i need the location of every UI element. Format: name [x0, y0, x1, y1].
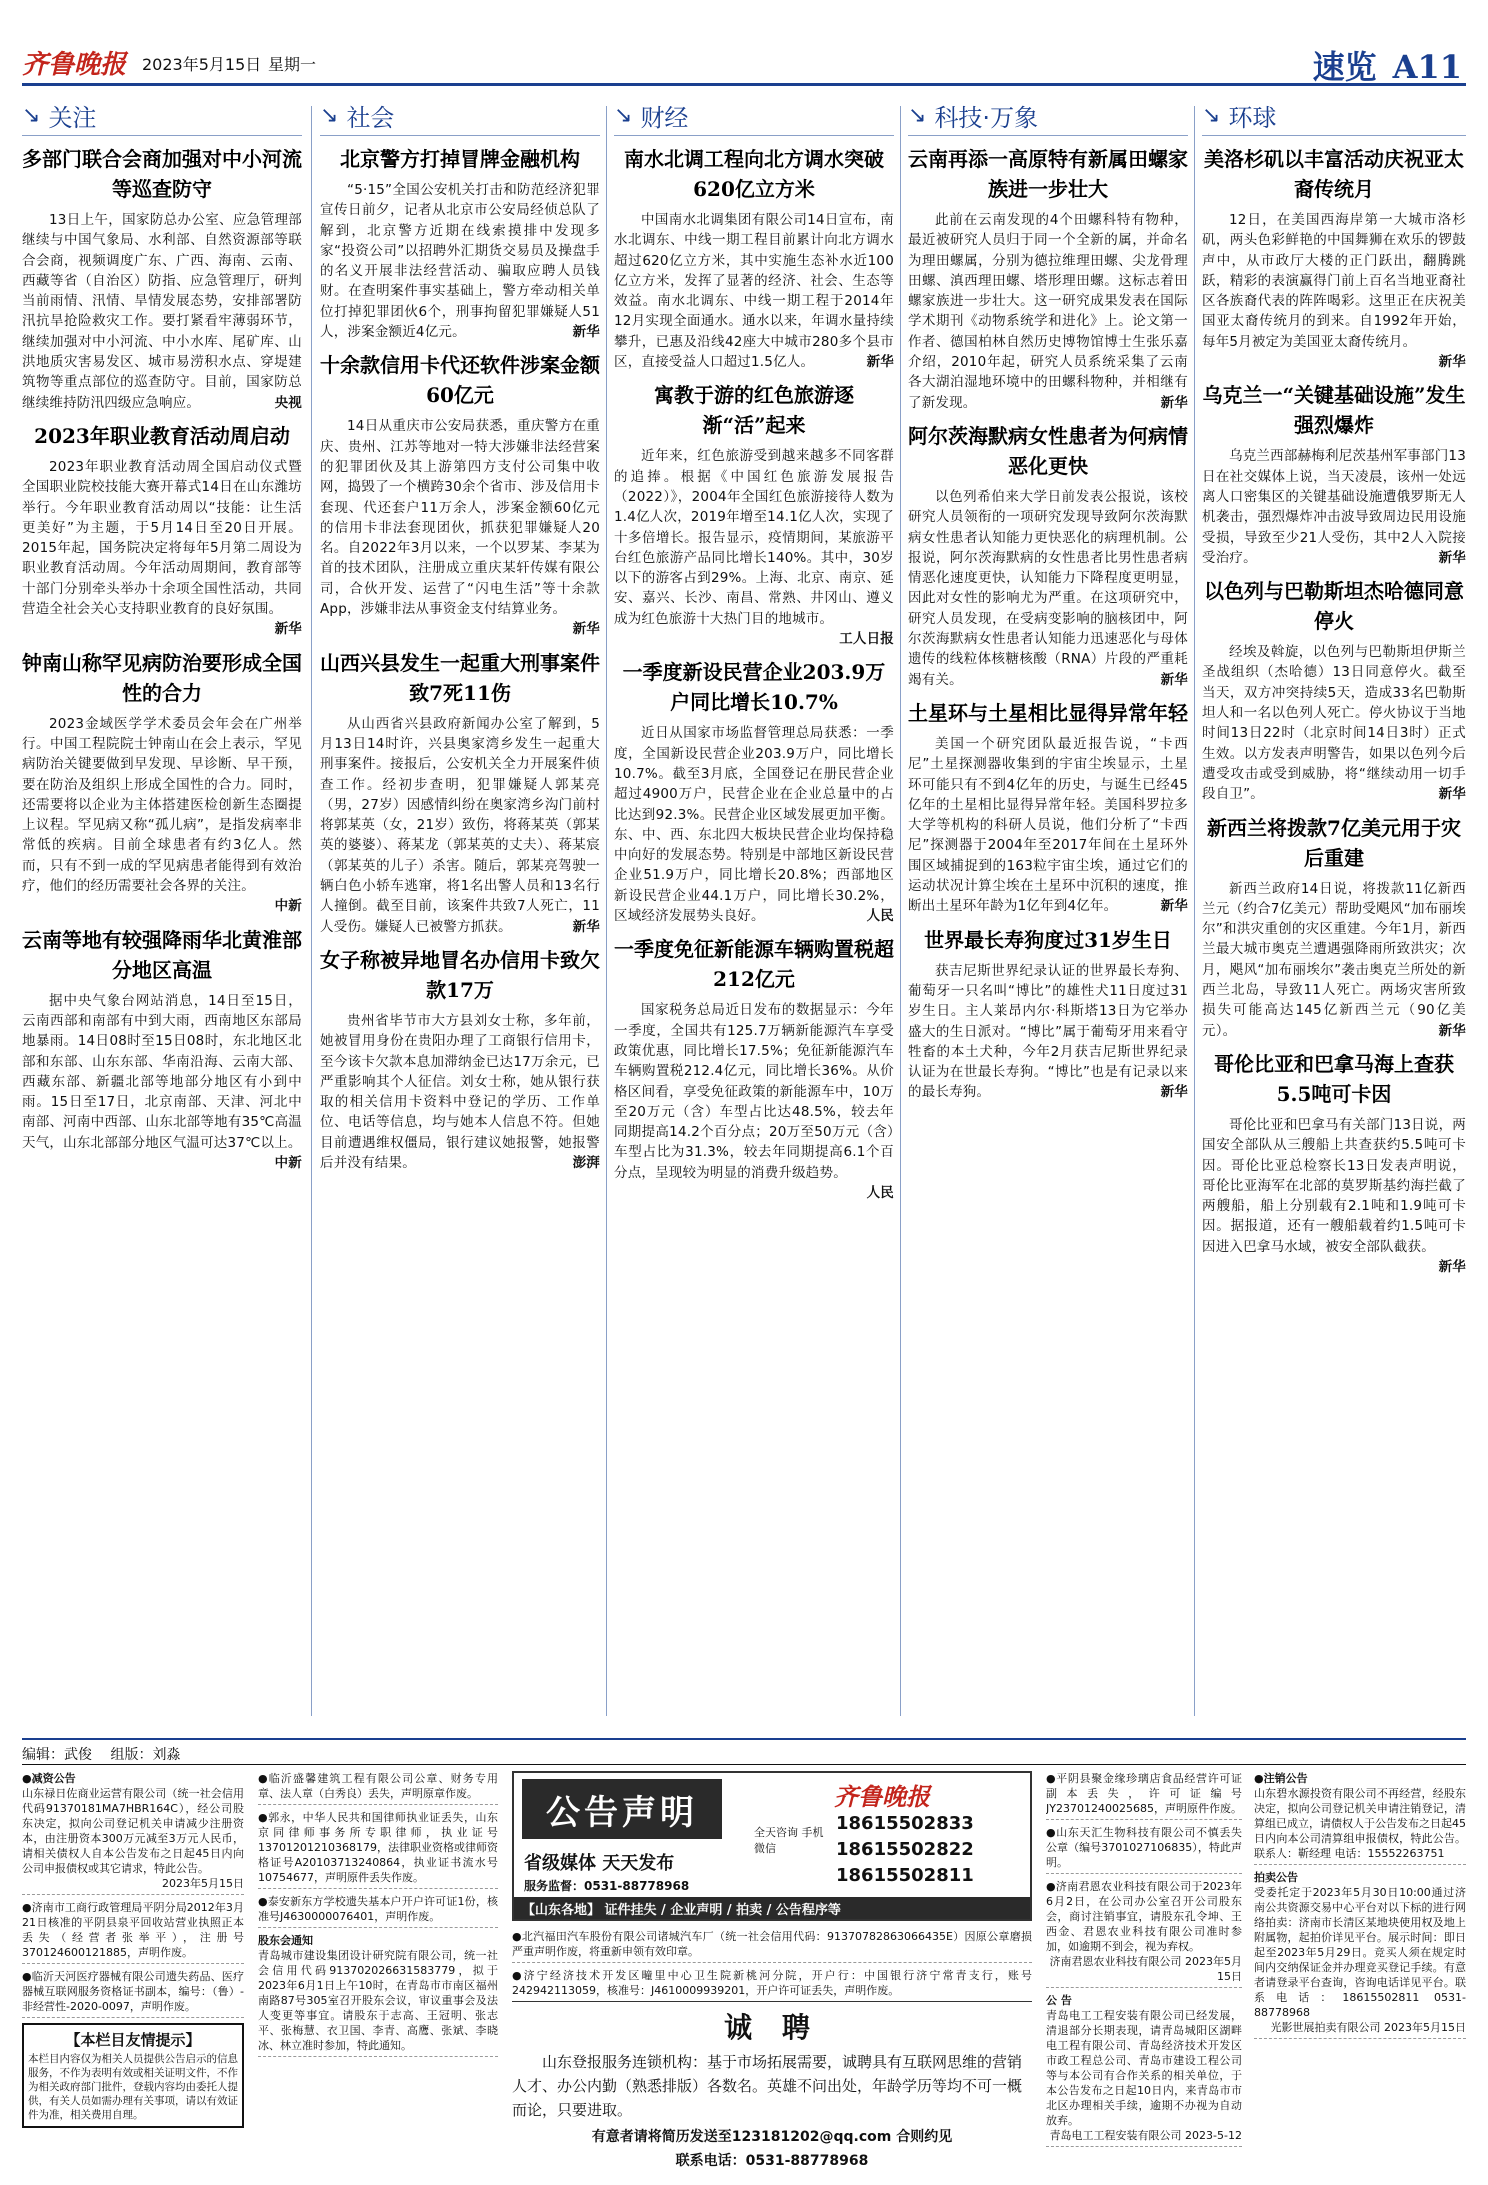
- section-label: [22, 96, 302, 136]
- article-title: 钟南山称罕见病防治要形成全国性的合力: [22, 650, 302, 705]
- article-text: 12日，在美国西海岸第一大城市洛杉矶，两头色彩鲜艳的中国舞狮在欢乐的锣鼓声中，从市政厅大楼的正门跃出，翻腾跳跃，精彩的表演赢得门前上百名当地亚裔社区各族裔代表的阵阵喝彩。这里正在庆祝美国亚太裔传统月的到来。自1992年开始，每年5月被定为美国亚太裔传统月。: [1202, 212, 1466, 350]
- notice-ad-box: [512, 1771, 1032, 1921]
- hint-box: [22, 2023, 244, 2128]
- article-body: [908, 210, 1188, 413]
- notice-strip: 【山东各地】 证件挂失 / 企业声明 / 拍卖 / 公告程序等: [514, 1897, 1030, 1919]
- ad-title: 拍卖公告: [1254, 1871, 1298, 1884]
- article-text: 13日上午，国家防总办公室、应急管理部继续与中国气象局、水利部、自然资源部等联合会商，视频调度广东、广西、海南、云南、西藏等省（自治区）防指、应急管理厅，研判当前雨情、汛情、旱情发展态势，安排部署防汛抗旱抢险救灾工作。要打紧看牢薄弱环节，继续加强对中小河流、中小水库、尾矿库、山洪地质灾害易发区、城市易涝积水点、穿堤建筑物等重点部位的巡查防守。目前，国家防总继续维持防汛四级应急响应。: [22, 212, 302, 411]
- column-divider: [606, 106, 607, 1716]
- column-divider: [311, 106, 312, 1716]
- ad-item: [512, 1968, 1032, 1999]
- article-body: [908, 734, 1188, 917]
- ad-item: [22, 1771, 244, 1895]
- article-source: 人民: [866, 1184, 894, 1201]
- column-shehui: [320, 96, 600, 1726]
- news-article: [22, 925, 302, 1174]
- article-source: 中新: [274, 1154, 302, 1171]
- article-source: 新华: [1160, 898, 1188, 915]
- section-label-text: 财经: [640, 104, 689, 132]
- article-body: [22, 991, 302, 1171]
- page-number: A11: [1392, 48, 1462, 86]
- ad-item: [258, 1810, 498, 1889]
- ad-title: 股东会通知: [258, 1934, 313, 1947]
- article-source: 央视: [274, 394, 302, 411]
- issue-date: 2023年5月15日: [142, 55, 262, 74]
- article-text: 乌克兰西部赫梅利尼茨基州军事部门13日在社交媒体上说，当天凌晨，该州一处远离人口密集区的关键基础设施遭俄罗斯无人机袭击，强烈爆炸冲击波导致周边民用设施受损，导致至少21人受伤，其中2人入院接受治疗。: [1202, 448, 1466, 566]
- newspaper-logo: 齐鲁晚报: [22, 50, 127, 80]
- ad-item: [1046, 1825, 1242, 1874]
- news-article: [1202, 813, 1466, 1041]
- article-body: [320, 1011, 600, 1173]
- article-source: 新华: [1160, 394, 1188, 411]
- ad-body: ●郭永，中华人民共和国律师执业证丢失，山东京同律师事务所专职律师，执业证号13701201210368179，法律职业资格或律师资格证号A20103713240864，执业证书流水号10754677，声明原件丢失作废。: [258, 1811, 498, 1884]
- ads-column-1: [22, 1771, 244, 2166]
- article-body: [614, 1000, 894, 1201]
- ad-item: [22, 1900, 244, 1964]
- notice-logo: 齐鲁晚报: [834, 1782, 930, 1811]
- article-source: 澎湃: [572, 1154, 600, 1171]
- ad-item: [1046, 1771, 1242, 1820]
- article-title: 新西兰将拨款7亿美元用于灾后重建: [1207, 815, 1461, 870]
- article-title: 寓教于游的红色旅游逐渐“活”起来: [654, 383, 854, 438]
- article-source: 新华: [1438, 549, 1466, 566]
- section-label: [614, 96, 894, 136]
- article-title: 乌克兰一“关键基础设施”发生强烈爆炸: [1202, 383, 1466, 438]
- news-article: [908, 144, 1188, 413]
- article-body: [22, 714, 302, 915]
- news-article: [22, 144, 302, 413]
- news-article: [1202, 1049, 1466, 1277]
- ad-item: [512, 1929, 1032, 1963]
- recruitment-email: 有意者请将简历发送至123181202@qq.com 合则约见: [591, 2129, 953, 2145]
- article-title: 山西兴县发生一起重大刑事案件致7死11伤: [320, 650, 600, 705]
- ad-item: [22, 1969, 244, 2018]
- article-source: 新华: [866, 354, 894, 371]
- ad-item: [258, 1933, 498, 2057]
- article-title: 2023年职业教育活动周启动: [34, 423, 290, 448]
- section-label-text: 科技·万象: [934, 104, 1039, 132]
- news-article: [908, 698, 1188, 917]
- layout-name: 组版：刘淼: [110, 1747, 181, 1763]
- section-arrow-icon: ↘: [908, 103, 927, 128]
- recruitment-body: 山东登报服务连锁机构：基于市场拓展需要，诚聘具有互联网思维的营销人才、办公内勤（熟悉排版）各数名。英雄不问出处，年龄学历等均不可一概而论，只要进取。: [512, 2053, 1023, 2119]
- news-article: [614, 657, 894, 926]
- article-title: 女子称被异地冒名办信用卡致欠款17万: [320, 947, 600, 1002]
- article-text: 获吉尼斯世界纪录认证的世界最长寿狗、葡萄牙一只名叫“博比”的雄性犬11日度过31岁生日。主人莱昂内尔·科斯塔13日为它举办盛大的生日派对。“博比”属于葡萄牙用来看守牲畜的本土犬种，今年2月获吉尼斯世界纪录认证为在世最长寿狗。“博比”也是有记录以来的最长寿狗。: [908, 962, 1188, 1101]
- ad-item: [1254, 1771, 1466, 1865]
- article-body: [614, 723, 894, 926]
- article-source: 新华: [572, 918, 600, 935]
- ads-column-4: [1046, 1771, 1242, 2166]
- ad-item: [258, 1894, 498, 1928]
- news-article: [1202, 576, 1466, 804]
- recruitment-phone: 联系电话：0531-88778968: [675, 2153, 869, 2169]
- section-label: [320, 96, 600, 136]
- article-text: 2023金域医学学术委员会年会在广州举行。中国工程院院士钟南山在会上表示，罕见病防治关键要做到早发现、早诊断、早干预，要在防治及组织上形成全国性的合力。同时，还需要将以企业为主体搭建医检创新生态圈提上议程。罕见病又称“孤儿病”，是指发病率非常低的疾病。目前全球患者有约3亿人。然而，只有不到一成的罕见病患者能得到有效治疗，他们的经历需要社会各界的关注。: [22, 715, 302, 895]
- ad-body: ●平阴县聚金缘珍璃店食品经营许可证副本丢失，许可证编号JY23701240025685，声明原件作废。: [1046, 1772, 1242, 1815]
- article-body: [1202, 210, 1466, 371]
- ad-body: ●北汽福田汽车股份有限公司诸城汽车厂（统一社会信用代码：91370782863066435E）因原公章磨损严重声明作废，将重新申领有效印章。: [512, 1930, 1032, 1958]
- article-title: 一季度免征新能源车辆购置税超212亿元: [614, 937, 894, 992]
- news-article: [614, 144, 894, 372]
- page-section: 速览: [1312, 48, 1377, 86]
- column-keji: [908, 96, 1188, 1726]
- section-arrow-icon: ↘: [614, 103, 633, 128]
- article-body: [1202, 1115, 1466, 1275]
- ads-middle: [512, 1929, 1032, 1999]
- section-label-text: 关注: [48, 104, 97, 132]
- news-article: [22, 421, 302, 640]
- article-title: 云南等地有较强降雨华北黄淮部分地区高温: [22, 927, 302, 982]
- article-text: 新西兰政府14日说，将拨款11亿新西兰元（约合7亿美元）帮助受飓风“加布丽埃尔”和洪灾重创的灾区重建。今年1月，新西兰最大城市奥克兰遭遇强降雨所致洪灾；次月，飓风“加布丽埃尔”袭击奥克兰所处的新西兰北岛，导致11人死亡。两场灾害所致损失可能高达145亿新西兰元（90亿美元）。: [1202, 880, 1466, 1039]
- article-source: 新华: [1438, 1022, 1466, 1039]
- section-arrow-icon: ↘: [320, 103, 339, 128]
- article-source: 新华: [572, 324, 600, 341]
- news-article: [614, 380, 894, 649]
- article-title: 南水北调工程向北方调水突破620亿立方米: [624, 147, 884, 201]
- section-arrow-icon: ↘: [22, 103, 41, 128]
- article-source: 新华: [1438, 1258, 1466, 1275]
- column-guanzhu: [22, 96, 302, 1726]
- news-article: [614, 934, 894, 1203]
- article-text: 美国一个研究团队最近报告说，“卡西尼”土星探测器收集到的宇宙尘埃显示，土星环可能只有不到4亿年的历史，与诞生已经45亿年的土星相比显得异常年轻。美国科罗拉多大学等机构的科研人员说，他们分析了“卡西尼”探测器于2004年至2017年间在土星环外围区域捕捉到的163粒宇宙尘埃，通过它们的运动状况计算尘埃在土星环中沉积的速度，推断出土星环年龄为1亿年到4亿年。: [908, 735, 1188, 915]
- section-label-text: 环球: [1228, 104, 1277, 132]
- article-body: [320, 714, 600, 937]
- article-source: 新华: [1438, 786, 1466, 803]
- article-text: 经埃及斡旋，以色列与巴勒斯坦伊斯兰圣战组织（杰哈德）13日同意停火。截至当天，双方冲突持续5天，造成33名巴勒斯坦人和一名以色列人死亡。停火协议于当地时间13日22时（北京时间14日3时）正式生效。以方发表声明警告，如果以色列今后遭受攻击或受到威胁，将“继续动用一切手段自卫”。: [1202, 644, 1466, 803]
- article-source: 人民: [866, 908, 894, 925]
- column-caijing: [614, 96, 894, 1726]
- article-body: [908, 961, 1188, 1103]
- ad-body: ●济南君恩农业科技有限公司于2023年6月2日，在公司办公室召开公司股东会，商讨注销事宜，请股东孔令坤、王西金、君恩农业科技有限公司准时参加，如逾期不到会，视为弃权。: [1046, 1880, 1242, 1953]
- section-arrow-icon: ↘: [1202, 103, 1221, 128]
- article-text: 以色列希伯来大学日前发表公报说，该校研究人员领衔的一项研究发现导致阿尔茨海默病女性患者认知能力更快恶化的病理机制。公报说，阿尔茨海默病的女性患者比男性患者病情恶化速度更快，认知能力下降程度更明显，因此对女性的影响尤为严重。在这项研究中，研究人员发现，在受病变影响的脑核团中，阿尔茨海默病女性患者认知能力迅速恶化与母体遗传的线粒体核糖核酸（RNA）片段的严重耗竭有关。: [908, 488, 1188, 688]
- ad-title: ●减资公告: [22, 1772, 76, 1785]
- notice-labels: 全天咨询 手机微信: [754, 1826, 824, 1855]
- section-label: [908, 96, 1188, 136]
- page-header: [1313, 42, 1462, 88]
- article-body: [908, 487, 1188, 690]
- news-article: [1202, 144, 1466, 372]
- recruitment-ad: [512, 2001, 1032, 2169]
- news-article: [1202, 380, 1466, 568]
- article-body: [1202, 642, 1466, 804]
- ad-title: 公 告: [1046, 1994, 1072, 2007]
- article-title: 多部门联合会商加强对中小河流等巡查防守: [22, 147, 302, 201]
- column-huanqiu: [1202, 96, 1466, 1726]
- phone-number: 18615502811: [836, 1865, 974, 1886]
- article-source: 工人日报: [839, 631, 894, 648]
- article-text: 中国南水北调集团有限公司14日宣布，南水北调东、中线一期工程目前累计向北方调水超过620亿立方米，其中实施生态补水近100亿立方米，发挥了显著的经济、社会、生态等效益。南水北调东、中线一期工程于2014年12月实现全面通水。通水以来，年调水量持续攀升，已惠及沿线42座大中城市280多个县市区，直接受益人口超过1.5亿人。: [614, 212, 894, 371]
- article-body: [22, 210, 302, 413]
- ad-item: [1046, 1993, 1242, 2147]
- article-text: 近年来，红色旅游受到越来越多不同客群的追捧。根据《中国红色旅游发展报告（2022）》，2004年全国红色旅游接待人数为1.4亿人次，2019年增至14.1亿人次，实现了十多倍增长。报告显示，疫情期间，某旅游平台红色旅游产品同比增长140%。其中，30岁以下的游客占到29%。上海、北京、南京、延安、嘉兴、长沙、南昌、常熟、井冈山、遵义成为红色旅游十大热门目的地城市。: [614, 448, 894, 627]
- ad-item: [1046, 1879, 1242, 1988]
- news-article: [908, 421, 1188, 690]
- article-title: 哥伦比亚和巴拿马海上查获5.5吨可卡因: [1214, 1051, 1454, 1106]
- ads-column-2: [258, 1771, 498, 2166]
- article-body: [614, 210, 894, 372]
- ad-body: ●泰安新东方学校遗失基本户开户许可证1份，核准号J4630000076401，声明作废。: [258, 1895, 498, 1923]
- editor-name: 编辑：武俊: [22, 1747, 92, 1763]
- article-title: 土星环与土星相比显得异常年轻: [908, 700, 1188, 725]
- hint-body: 本栏目内容仅为相关人员提供公告启示的信息服务，不作为表明有效或相关证明文件，不作为相关政府部门批件，登载内容均由委托人提供，有关人员如需办理有关事项，请以有效证件为准，相关费用自理。: [28, 2053, 238, 2121]
- news-article: [320, 350, 600, 639]
- news-article: [22, 648, 302, 917]
- article-body: [320, 416, 600, 638]
- column-divider: [1194, 106, 1195, 1716]
- masthead: [22, 40, 1466, 86]
- notice-banner: 公告声明: [522, 1779, 722, 1839]
- classified-ads: [22, 1764, 1466, 2169]
- news-article: [908, 925, 1188, 1103]
- ad-body: ●济宁经济技术开发区疃里中心卫生院新桃河分院，开户行：中国银行济宁常青支行，账号242942113059，核准号：J4610009939201，开户许可证丢失，声明作废。: [512, 1969, 1032, 1997]
- ad-body: ●临沂天河医疗器械有限公司遗失药品、医疗器械互联网服务资格证书副本，编号：（鲁）-非经营性-2020-0097，声明作废。: [22, 1970, 244, 2013]
- article-text: 近日从国家市场监督管理总局获悉：一季度，全国新设民营企业203.9万户，同比增长10.7%。截至3月底，全国登记在册民营企业超过4900万户，民营企业在企业总量中的占比达到92.3%。民营企业区域发展更加平衡。东、中、西、东北四大板块民营企业均保持稳中向好的发展态势。特别是中部地区新设民营企业51.9万户，同比增长20.8%；西部地区新设民营企业44.1万户，同比增长30.2%，区域经济发展势头良好。: [614, 725, 894, 925]
- article-body: [1202, 879, 1466, 1041]
- ad-body: 青岛城市建设集团设计研究院有限公司，统一社会信用代码913702026631583779，拟于2023年6月1日上午10时，在青岛市市南区福州南路87号305室召开股东会议，审议重事会及法人变更等事宜。请股东于志高、王冠明、张志平、张梅慧、衣卫国、李青、高鹰、张斌、李晓冰、林立准时参加，特此通知。: [258, 1949, 498, 2052]
- article-source: 新华: [1438, 354, 1466, 371]
- ad-body: ●济南市工商行政管理局平阴分局2012年3月21日核准的平阴县泉平回收站营业执照正本丢失（经营者张举平），注册号370124600121885，声明作废。: [22, 1901, 244, 1959]
- ad-body: 受委托定于2023年5月30日10:00通过济南公共资源交易中心平台对以下标的进行网络拍卖：济南市长清区某地块使用权及地上附属物，起拍价详见平台。展示时间：即日起至2023年5月29日。竞买人须在规定时间内交纳保证金并办理竞买登记手续。有意者请登录平台查询，咨询电话详见平台。联系电话：18615502811 0531-88778968: [1254, 1886, 1466, 2019]
- ad-date: 青岛电工工程安装有限公司 2023-5-12: [1049, 2129, 1242, 2142]
- article-text: 贵州省毕节市大方县刘女士称，多年前，她被冒用身份在贵阳办理了工商银行信用卡，至今该卡欠款本息加滞纳金已达17万余元，已严重影响其个人征信。刘女士称，她从银行获取的相关信用卡资料中登记的学历、工作单位、电话等信息，均与她本人信息不符。但她目前遭遇维权僵局，银行建议她报警，她报警后并没有结果。: [320, 1012, 600, 1171]
- article-source: 新华: [572, 621, 600, 638]
- ad-date: 光影世展拍卖有限公司 2023年5月15日: [1270, 2021, 1466, 2034]
- news-columns: [22, 96, 1466, 1726]
- ad-item: [258, 1771, 498, 1805]
- ad-body: 青岛电工工程安装有限公司已经发展，清退部分长期表现，请青岛城阳区湖畔电工程有限公司、青岛经济技术开发区市政工程总公司、青岛市建设工程公司等与本公司有合作关系的相关单位，于本公告发布之日起10日内，来青岛市市北区办理相关手续，逾期不办视为自动放弃。: [1046, 2009, 1242, 2127]
- article-source: 新华: [1160, 1084, 1188, 1101]
- ad-body: 山东禄日佐商业运营有限公司（统一社会信用代码91370181MA7HBR164C），经公司股东决定，拟向公司登记机关申请减少注册资本，由注册资本300万元减至3万元人民币，请相关债权人自本公告发布之日起45日内向公司申报债权或其它请求，特此公告。: [22, 1787, 244, 1875]
- article-text: 哥伦比亚和巴拿马有关部门13日说，两国安全部队从三艘船上共查获约5.5吨可卡因。哥伦比亚总检察长13日发表声明说，哥伦比亚海军在北部的莫罗斯基约海拦截了两艘船，船上分别载有2.1吨和1.9吨可卡因。据报道，还有一艘船载着约1.5吨可卡因进入巴拿马水域，被安全部队截获。: [1202, 1116, 1466, 1255]
- news-article: [320, 144, 600, 342]
- hint-title: 【本栏目友情提示】: [65, 2031, 201, 2049]
- article-text: 14日从重庆市公安局获悉，重庆警方在重庆、贵州、江苏等地对一特大涉嫌非法经营案的犯罪团伙及其上游第四方支付公司集中收网，捣毁了一个横跨30余个省市、涉及信用卡套现、代还套户11万余人，涉案金额60亿元的信用卡非法套现团伙，抓获犯罪嫌疑人20名。自2022年3月以来，一个以罗某、李某为首的技术团队，注册成立重庆某轩传媒有限公司，合伙开发、运营了“闪电生活”等十余款App，涉嫌非法从事资金支付结算业务。: [320, 418, 600, 618]
- phone-number: 18615502833: [836, 1813, 974, 1834]
- article-source: 新华: [1160, 671, 1188, 688]
- notice-phones: [836, 1811, 974, 1889]
- article-title: 美洛杉矶以丰富活动庆祝亚太裔传统月: [1204, 147, 1464, 201]
- ad-body: ●山东天汇生物科技有限公司不慎丢失公章（编号3701027106835），特此声明。: [1046, 1826, 1242, 1869]
- article-source: 新华: [274, 621, 302, 638]
- notice-slogan: 省级媒体 天天发布: [524, 1853, 675, 1874]
- article-title: 以色列与巴勒斯坦杰哈德同意停火: [1204, 579, 1464, 634]
- ads-column-5: [1254, 1771, 1466, 2166]
- editor-credits: [22, 1738, 1466, 1763]
- section-label-text: 社会: [346, 104, 395, 132]
- article-text: 此前在云南发现的4个田螺科特有物种，最近被研究人员归于同一个全新的属，并命名为理田螺属，分别为德拉维理田螺、尖龙骨理田螺、滇西理田螺、塔形理田螺。这标志着田螺家族进一步壮大。这一研究成果发表在国际学术期刊《动物系统学和进化》上。论文第一作者、德国柏林自然历史博物馆博士生张乐嘉介绍，2010年起，研究人员系统采集了云南各大湖泊湿地环境中的田螺科物种，并相继有了新发现。: [908, 212, 1188, 411]
- article-text: “5·15”全国公安机关打击和防范经济犯罪宣传日前夕，记者从北京市公安局经侦总队了解到，北京警方近期在线索摸排中发现多家“投资公司”以招聘外汇期货交易员及操盘手的名义开展非法经营活动、骗取应聘人员钱财。在查明案件事实基础上，警方牵动相关单位打掉犯罪团伙6个，刑事拘留犯罪嫌疑人51人，涉案金额近4亿元。: [320, 182, 600, 341]
- ad-item: [1254, 1870, 1466, 2039]
- section-label: [1202, 96, 1466, 136]
- news-article: [320, 945, 600, 1173]
- notice-hotline: 服务监督：0531-88778968: [524, 1879, 690, 1893]
- article-title: 云南再添一高原特有新属田螺家族进一步壮大: [908, 147, 1188, 201]
- ad-title: ●注销公告: [1254, 1772, 1308, 1785]
- article-source: 中新: [274, 898, 302, 915]
- article-title: 北京警方打掉冒牌金融机构: [340, 147, 580, 171]
- ad-date: 2023年5月15日: [162, 1877, 244, 1890]
- issue-weekday: 星期一: [268, 55, 317, 74]
- article-title: 世界最长寿狗度过31岁生日: [924, 927, 1172, 952]
- ad-date: 济南君恩农业科技有限公司 2023年5月15日: [1049, 1955, 1242, 1983]
- news-article: [320, 648, 600, 937]
- phone-number: 18615502822: [836, 1839, 974, 1860]
- ad-body: ●临沂盛馨建筑工程有限公司公章、财务专用章、法人章（白秀良）丢失，声明原章作废。: [258, 1772, 498, 1800]
- article-text: 据中央气象台网站消息，14日至15日，云南西部和南部有中到大雨，西南地区东部局地暴雨。14日08时至15日08时，东北地区北部和东部、山东东部、华南沿海、云南大部、西藏东部、新疆北部等地部分地区有小到中雨。15日至17日，北京南部、天津、河北中南部、河南中西部、山东北部等地有35℃高温天气，山东北部部分地区气温可达37℃以上。: [22, 992, 302, 1151]
- article-title: 十余款信用卡代还软件涉案金额60亿元: [320, 353, 600, 408]
- article-text: 从山西省兴县政府新闻办公室了解到，5月13日14时许，兴县奥家湾乡发生一起重大刑事案件。接报后，公安机关全力开展案件侦查工作。经初步查明，犯罪嫌疑人郭某亮（男，27岁）因感情纠纷在奥家湾乡沟门前村将郭某英（女，21岁）致伤，将蒋某英（郭某英的婆婆）、蒋某龙（郭某英的丈夫）、蒋某宸（郭某英的儿子）杀害。随后，郭某亮驾驶一辆白色小轿车逃窜，将1名出警人员和13名行人撞倒。截至目前，该案件共致7人死亡，11人受伤。嫌疑人已被警方抓获。: [320, 715, 600, 935]
- article-body: [22, 457, 302, 638]
- recruitment-title: 诚 聘: [724, 2011, 820, 2044]
- article-text: 国家税务总局近日发布的数据显示：今年一季度，全国共有125.7万辆新能源汽车享受政策优惠，同比增长17.5%；免征新能源汽车车辆购置税212.4亿元，同比增长36%。从价格区间看，享受免征政策的新能源车中，10万至20万元（含）车型占比达48.5%，较去年同期提高14.2个百分点；20万至50万元（含）车型占比为31.3%，较去年同期提高6.1个百分点，呈现较为明显的消费升级趋势。: [614, 1002, 894, 1181]
- article-title: 一季度新设民营企业203.9万户同比增长10.7%: [622, 660, 886, 715]
- article-body: [614, 446, 894, 648]
- article-text: 2023年职业教育活动周全国启动仪式暨全国职业院校技能大赛开幕式14日在山东潍坊举行。今年职业教育活动周以“技能：让生活更美好”为主题，于5月14日至20日开展。2015年起，国务院决定将每年5月第二周设为职业教育活动周。今年活动周期间，教育部等十部门分别牵头举办十余项全国性活动，共同营造全社会关心支持职业教育的良好氛围。: [22, 458, 302, 618]
- article-title: 阿尔茨海默病女性患者为何病情恶化更快: [908, 423, 1188, 478]
- column-divider: [900, 106, 901, 1716]
- ad-body: 山东碧水源投资有限公司不再经营，经股东决定，拟向公司登记机关申请注销登记，清算组已成立，请债权人于公告发布之日起45日内向本公司清算组申报债权，特此公告。联系人：靳经理 电话：15552263751: [1254, 1787, 1466, 1860]
- article-body: [1202, 446, 1466, 568]
- article-body: [320, 180, 600, 342]
